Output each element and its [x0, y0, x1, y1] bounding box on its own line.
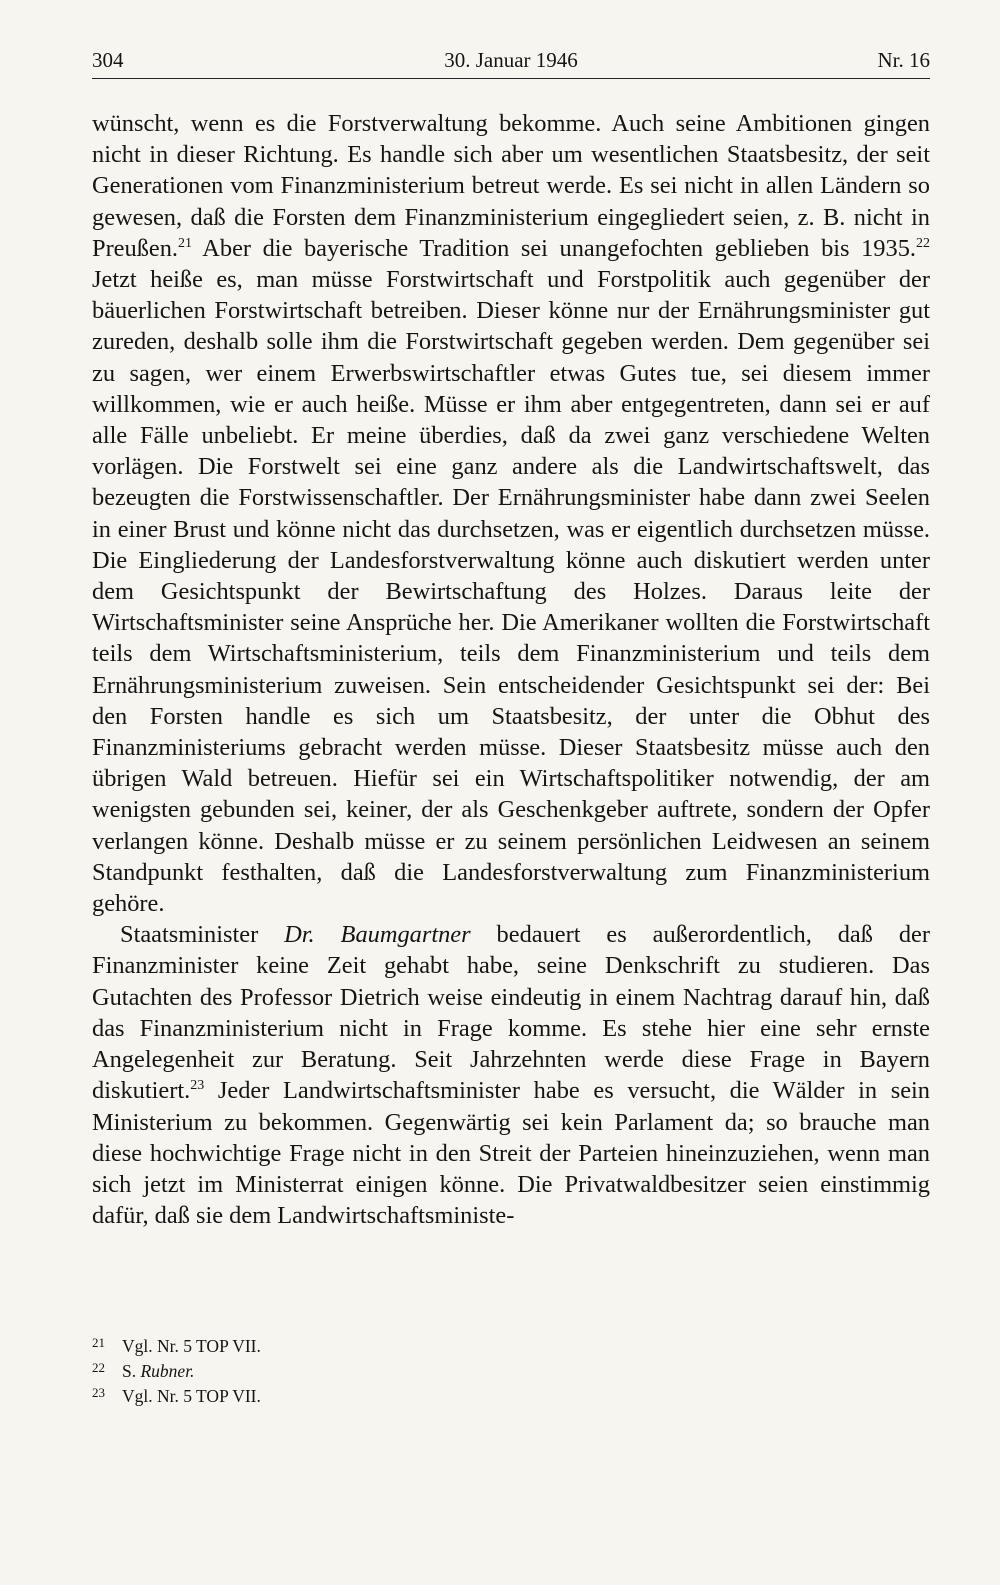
footnote-number: 21 [92, 1335, 105, 1350]
footnotes [92, 1334, 930, 1409]
footnote-text: S. [122, 1361, 141, 1381]
paragraph-2: Staatsminister Dr. Baumgartner bedauert es außerordentlich, daß der Finanzminister keine Zeit gehabt habe, seine Denkschrift zu studieren. Das Gutachten des Professor Dietrich weise eindeutig in einem Nachtrag darauf hin, daß das Finanzministerium nicht in Frage komme. Es stehe hier eine sehr ernste Angelegenheit zur Beratung. Seit Jahrzehnten werde diese Frage in Bayern diskutiert.$^{23}$ Jeder Landwirtschaftsminister habe es versucht, die Wälder in sein Ministerium zu bekommen. Gegenwärtig sei kein Parlament da; so brauche man diese hochwichtige Frage nicht in den Streit der Parteien hineinzuziehen, wenn man sich jetzt im Ministerrat einigen könne. Die Privatwaldbesitzer seien einstimmig dafür, daß sie dem Landwirtschaftsministe- [92, 921, 930, 1230]
footnote-text: Vgl. Nr. 5 TOP VII. [122, 1386, 261, 1406]
footnote-22 [92, 1359, 930, 1384]
footnote-21 [92, 1334, 930, 1359]
footnote-ref-22: 22 [916, 235, 930, 251]
running-title: 30. Januar 1946 [444, 48, 578, 72]
body-text [92, 108, 930, 1231]
footnote-number: 22 [92, 1360, 105, 1375]
page-header [92, 44, 930, 79]
footnote-citation-author: Rubner. [140, 1361, 195, 1381]
footnote-ref-23: 23 [190, 1078, 205, 1094]
page-number: 304 [92, 48, 124, 72]
footnote-23 [92, 1384, 930, 1409]
footnote-number: 23 [92, 1385, 105, 1400]
issue-number: Nr. 16 [877, 48, 930, 72]
paragraph-1: wünscht, wenn es die Forstverwaltung bekomme. Auch seine Ambitionen gingen nicht in dieser Richtung. Es handle sich aber um wesentlichen Staatsbesitz, der seit Generationen vom Finanzministerium betreut werde. Es sei nicht in allen Ländern so gewesen, daß die Forsten dem Finanzministerium eingegliedert seien, z. B. nicht in Preußen.$^{21}$ Aber die bayerische Tradition sei unangefochten geblieben bis 1935.22 Jetzt heiße es, man müsse Forstwirtschaft und Forstpolitik auch gegenüber der bäuerlichen Forstwirtschaft betreiben. Dieser könne nur der Ernährungsminister gut zureden, deshalb solle ihm die Forstwirtschaft gegeben werden. Dem gegenüber sei zu sagen, wer einem Erwerbswirtschaftler etwas Gutes tue, sei diesem immer willkommen, wie er auch heiße. Müsse er ihm aber entgegentreten, dann sei er auf alle Fälle unbeliebt. Er meine überdies, daß da zwei ganz verschiedene Welten vorlägen. Die Forstwelt sei eine ganz andere als die Landwirtschaftswelt, das bezeugten die Forstwissenschaftler. Der Ernährungsminister habe dann zwei Seelen in einer Brust und könne nicht das durchsetzen, was er eigentlich durchsetzen müsse. Die Eingliederung der Landesforstverwaltung könne auch diskutiert werden unter dem Gesichtspunkt der Bewirtschaftung des Holzes. Daraus leite der Wirtschaftsminister seine Ansprüche her. Die Amerikaner wollten die Forstwirtschaft teils dem Wirtschaftsministerium, teils dem Finanzministerium und teils dem Ernährungsministerium zuweisen. Sein entscheidender Gesichtspunkt sei der: Bei den Forsten handle es sich um Staatsbesitz, der unter die Obhut des Finanzministeriums gebracht werden müsse. Dieser Staatsbesitz müsse auch den übrigen Wald betreuen. Hiefür sei ein Wirtschaftspolitiker notwendig, der am wenigsten gebunden sei, keiner, der als Geschenkgeber auftrete, sondern der Opfer verlangen könne. Deshalb müsse er zu seinem persönlichen Leidwesen an seinem Standpunkt festhalten, daß die Landesforstverwaltung zum Finanzministerium gehöre. [92, 110, 930, 918]
footnote-ref-21: 21 [178, 235, 193, 251]
speaker-name: Dr. Baumgartner [284, 921, 471, 949]
footnote-text: Vgl. Nr. 5 TOP VII. [122, 1336, 261, 1356]
